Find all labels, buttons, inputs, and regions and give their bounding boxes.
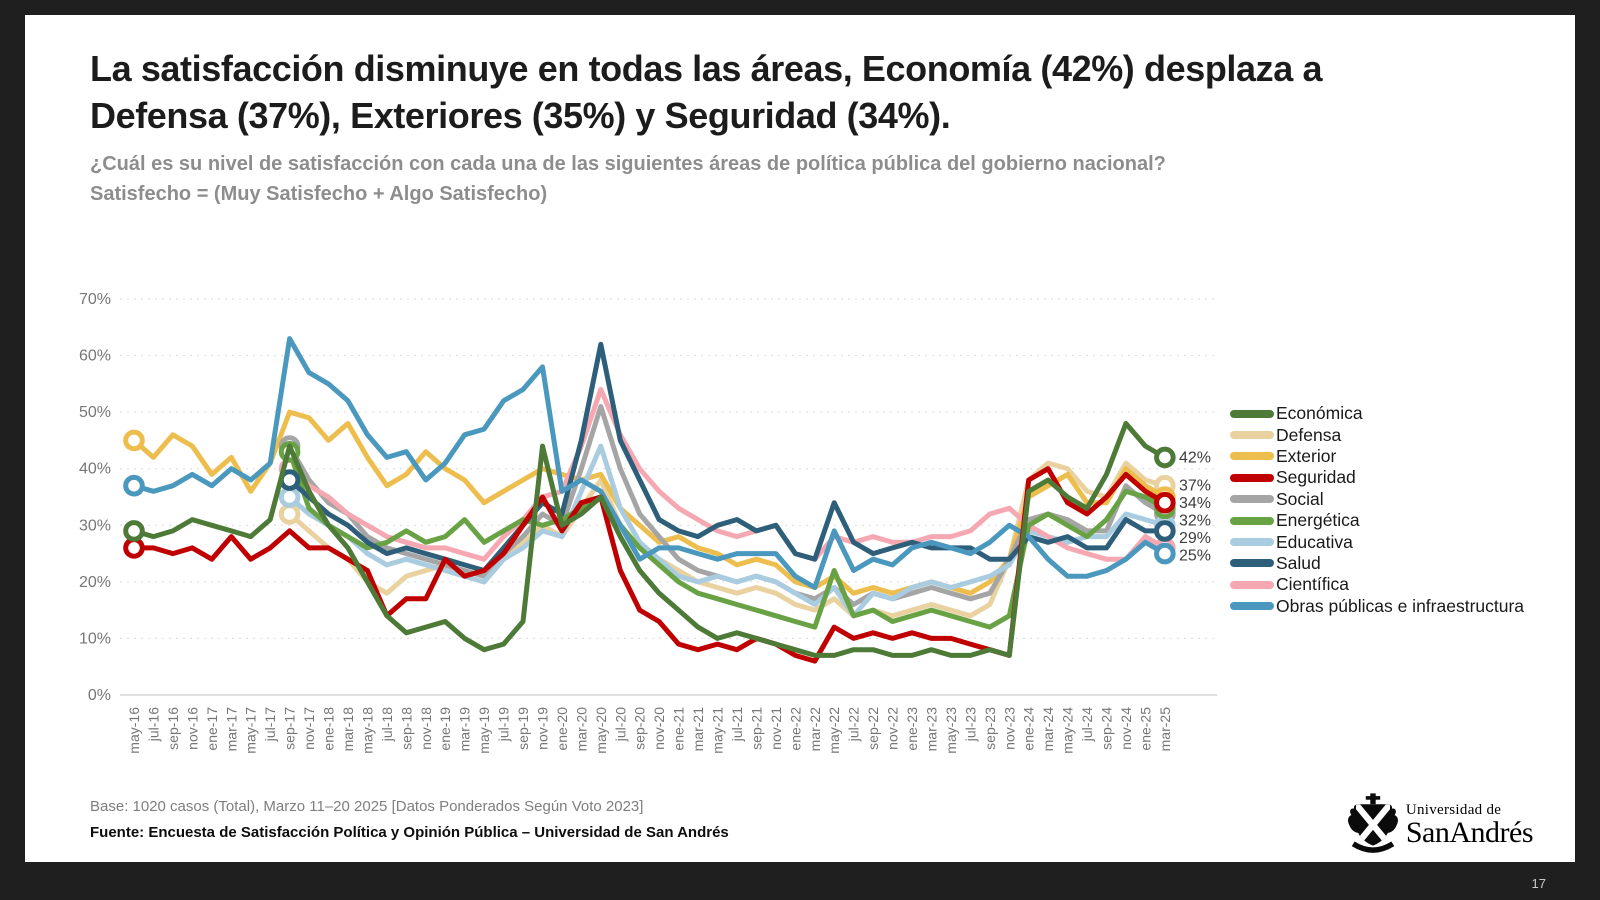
- legend-swatch-energetica: [1230, 517, 1274, 525]
- x-axis-tick: may-20: [592, 707, 609, 754]
- legend-item-energetica: [1230, 510, 1524, 531]
- legend-label-defensa: Defensa: [1276, 424, 1342, 445]
- x-axis-tick: jul-16: [145, 707, 162, 742]
- x-axis-tick: ene-21: [670, 707, 687, 751]
- x-axis-tick: sep-23: [981, 707, 998, 750]
- series-end-marker-economica: [1157, 449, 1174, 466]
- x-axis-tick: ene-24: [1020, 707, 1037, 751]
- subtitle-line-2: Satisfecho = (Muy Satisfecho + Algo Satisfecho): [90, 183, 548, 205]
- legend-item-economica: [1230, 403, 1524, 424]
- x-axis-tick: sep-24: [1098, 707, 1115, 750]
- series-line-social: [290, 407, 1165, 605]
- x-axis-tick: mar-23: [923, 707, 940, 752]
- base-note: Base: 1020 casos (Total), Marzo 11–20 2025 [Datos Ponderados Según Voto 2023]: [90, 798, 644, 815]
- series-line-economica: [134, 424, 1165, 656]
- y-axis-tick: 60%: [78, 347, 111, 365]
- x-axis-tick: sep-18: [398, 707, 415, 750]
- legend-swatch-obras-publicas-e-infraestructura: [1230, 602, 1274, 610]
- x-axis-tick: mar-17: [223, 707, 240, 752]
- y-axis-tick: 30%: [78, 517, 111, 535]
- x-axis-tick: may-16: [126, 707, 142, 754]
- x-axis-tick: ene-23: [904, 707, 920, 751]
- x-axis-tick: mar-25: [1156, 707, 1173, 752]
- university-logo: [1346, 793, 1533, 855]
- source-note: Fuente: Encuesta de Satisfacción Política y Opinión Pública – Universidad de San Andrés: [90, 824, 729, 841]
- legend-label-obras-publicas-e-infraestructura: Obras públicas e infraestructura: [1276, 595, 1525, 616]
- legend-swatch-economica: [1230, 410, 1274, 418]
- title-line-1: La satisfacción disminuye en todas las áreas, Economía (42%) desplaza a: [90, 48, 1323, 89]
- x-axis-tick: mar-22: [806, 707, 823, 752]
- x-axis-tick: jul-22: [845, 707, 862, 742]
- legend-item-obras-publicas-e-infraestructura: [1230, 596, 1524, 617]
- chart-legend: [1230, 403, 1524, 617]
- x-axis-tick: sep-22: [865, 707, 882, 750]
- series-start-marker-exterior: [126, 432, 143, 449]
- x-axis-tick: nov-21: [767, 707, 784, 750]
- x-axis-tick: may-21: [709, 707, 726, 754]
- logo-line-1: Universidad de: [1405, 801, 1502, 818]
- y-axis-tick: 70%: [78, 291, 111, 309]
- series-start-marker-educativa: [281, 489, 298, 506]
- legend-label-economica: Económica: [1276, 403, 1363, 424]
- legend-swatch-social: [1230, 495, 1274, 503]
- x-axis-tick: jul-24: [1079, 707, 1096, 742]
- legend-label-educativa: Educativa: [1276, 531, 1353, 552]
- title-line-2: Defensa (37%), Exteriores (35%) y Seguridad (34%).: [90, 95, 951, 136]
- x-axis-tick: ene-18: [320, 707, 337, 751]
- legend-item-salud: [1230, 553, 1524, 574]
- x-axis-tick: ene-20: [553, 707, 570, 751]
- legend-swatch-salud: [1230, 559, 1274, 567]
- x-axis-tick: may-22: [826, 707, 843, 754]
- x-axis-tick: jul-17: [262, 707, 279, 742]
- x-axis-tick: mar-24: [1040, 707, 1057, 752]
- x-axis-tick: nov-20: [651, 707, 668, 750]
- series-end-marker-obras-publicas-e-infraestructura: [1157, 545, 1174, 562]
- legend-label-seguridad: Seguridad: [1276, 467, 1356, 488]
- end-label-obras-publicas-e-infraestructura: 25%: [1179, 547, 1212, 565]
- x-axis-tick: nov-23: [1001, 707, 1018, 750]
- page-number: 17: [1531, 876, 1546, 891]
- x-axis-tick: sep-16: [164, 707, 181, 750]
- series-start-marker-seguridad: [126, 540, 143, 557]
- x-axis-tick: sep-21: [748, 707, 765, 750]
- x-axis-tick: sep-20: [631, 707, 648, 750]
- chart-subtitle: [90, 149, 1510, 209]
- x-axis-tick: nov-18: [417, 707, 434, 750]
- legend-item-seguridad: [1230, 467, 1524, 488]
- x-axis-tick: ene-17: [203, 707, 220, 751]
- x-axis-tick: may-24: [1059, 707, 1076, 754]
- legend-label-exterior: Exterior: [1276, 445, 1337, 466]
- x-axis-tick: sep-19: [515, 707, 531, 750]
- series-end-marker-salud: [1157, 523, 1174, 540]
- series-end-marker-seguridad: [1157, 494, 1174, 511]
- x-axis-tick: nov-17: [301, 707, 318, 750]
- x-axis-tick: mar-21: [690, 707, 707, 752]
- x-axis-tick: jul-21: [728, 707, 745, 742]
- page-title: [90, 45, 1510, 139]
- legend-label-energetica: Energética: [1276, 510, 1360, 531]
- y-axis-tick: 40%: [78, 460, 111, 478]
- end-label-economica: 42%: [1179, 449, 1212, 467]
- legend-swatch-seguridad: [1230, 474, 1274, 482]
- legend-label-social: Social: [1276, 488, 1324, 509]
- series-start-marker-obras-publicas-e-infraestructura: [126, 477, 143, 494]
- end-label-seguridad: 34%: [1179, 495, 1212, 513]
- legend-swatch-defensa: [1230, 431, 1274, 439]
- legend-label-salud: Salud: [1276, 552, 1321, 573]
- slide-panel: [25, 15, 1575, 862]
- y-axis-tick: 50%: [78, 404, 111, 422]
- y-axis-tick: 20%: [78, 573, 111, 591]
- x-axis-tick: ene-22: [787, 707, 804, 751]
- x-axis-tick: may-19: [476, 707, 493, 754]
- x-axis-tick: mar-20: [573, 707, 590, 752]
- logo-line-2: SanAndrés: [1405, 815, 1533, 849]
- y-axis-tick: 10%: [78, 630, 111, 648]
- x-axis-tick: nov-22: [884, 707, 901, 750]
- end-label-salud: 29%: [1179, 530, 1212, 548]
- x-axis-tick: jul-23: [962, 707, 979, 742]
- x-axis-tick: mar-19: [456, 707, 473, 752]
- x-axis-tick: may-17: [242, 707, 259, 754]
- x-axis-tick: ene-19: [437, 707, 454, 751]
- legend-item-exterior: [1230, 446, 1524, 467]
- legend-item-social: [1230, 489, 1524, 510]
- legend-item-defensa: [1230, 424, 1524, 445]
- x-axis-tick: nov-24: [1117, 707, 1134, 750]
- university-logo-text: [1406, 802, 1533, 847]
- x-axis-tick: may-18: [359, 707, 376, 754]
- x-axis-tick: jul-19: [495, 707, 512, 742]
- x-axis-tick: jul-20: [612, 707, 629, 742]
- x-axis-tick: sep-17: [281, 707, 298, 750]
- x-axis-tick: mar-18: [339, 707, 356, 752]
- legend-swatch-exterior: [1230, 452, 1274, 460]
- subtitle-line-1: ¿Cuál es su nivel de satisfacción con cada una de las siguientes áreas de política pública del gobierno nacional?: [90, 153, 1166, 175]
- x-axis-tick: ene-25: [1137, 707, 1154, 751]
- x-axis-tick: nov-16: [184, 707, 201, 750]
- legend-label-cientifica: Científica: [1276, 574, 1349, 595]
- end-label-social: 32%: [1179, 512, 1212, 530]
- legend-item-cientifica: [1230, 574, 1524, 595]
- x-axis-tick: nov-19: [534, 707, 551, 750]
- x-axis-tick: may-23: [942, 707, 959, 754]
- y-axis-tick: 0%: [87, 687, 111, 704]
- university-logo-shield: [1346, 793, 1400, 855]
- end-label-defensa: 37%: [1179, 477, 1212, 495]
- series-start-marker-economica: [126, 523, 143, 540]
- series-start-marker-defensa: [281, 506, 298, 523]
- legend-swatch-cientifica: [1230, 581, 1274, 589]
- x-axis-tick: jul-18: [378, 707, 395, 742]
- legend-item-educativa: [1230, 531, 1524, 552]
- legend-swatch-educativa: [1230, 538, 1274, 546]
